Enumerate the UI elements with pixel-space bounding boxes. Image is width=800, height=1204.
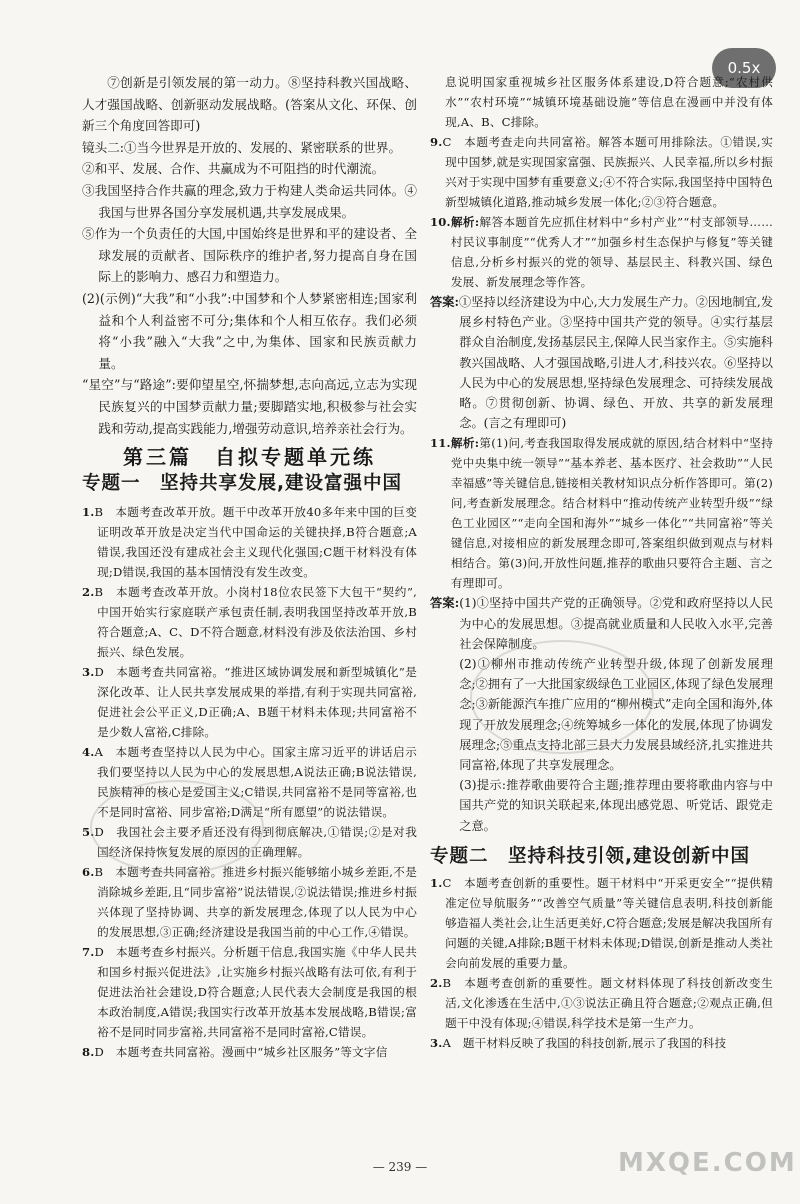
question-answer-text: (3)提示:推荐歌曲要符合主题;推荐理由要将歌曲内容与中国共产党的知识关联起来,体现出感党恩、听党话、跟党走之意。 (459, 778, 773, 833)
answer-paragraph: “星空”与“路途”:要仰望星空,怀揣梦想,志向高远,立志为实现民族复兴的中国梦贡献力量;要脚踏实地,积极参与社会实践和劳动,提高实践能力,增强劳动意识,培养亲社会行为。 (82, 377, 417, 436)
topic-title: 专题二 坚持科技引领,建设创新中国 (430, 845, 751, 867)
watermark-logo: MXQE.COM (618, 1148, 797, 1178)
right-column (430, 72, 773, 1053)
question-analysis: 11.解析:第(1)问,考查我国取得发展成就的原因,结合材料中“坚持党中央集中统一领导”“基本养老、基本医疗、社会救助”“人民幸福感”等关键信息,链接相关教材知识点分析作答即可。第(2)问,考查新发展理念。结合材料中“推动传统产业转型升级”“绿色工业园区”“走向全国和海外”“城乡一体化”“共同富裕”等关键信息,对接相应的新发展理念即可,答案组织做到观点与材料相结合。第(3)问,开放性问题,推荐的歌曲只要符合主题、言之有理即可。 (430, 436, 773, 591)
question-answer: 3.A 题干材料反映了我国的科技创新,展示了我国的科技 (430, 1036, 727, 1051)
playback-speed-badge[interactable]: 0.5x (712, 48, 776, 88)
answer-paragraph: ⑤作为一个负责任的大国,中国始终是世界和平的建设者、全球发展的贡献者、国际秩序的维护者,努力提高自身在国际上的影响力、感召力和塑造力。 (82, 226, 417, 285)
question-answer: 1.B 本题考查改革开放。题干中改革开放40多年来中国的巨变证明改革开放是决定当代中国命运的关键抉择,B符合题意;A错误,我国还没有建成社会主义现代化强国;C题干材料没有体现;D错误,我国的基本国情没有发生改变。 (82, 505, 417, 580)
question-answer-text: 答案:(1)①坚持中国共产党的正确领导。②党和政府坚持以人民为中心的发展思想。③提高就业质量和人民收入水平,完善社会保障制度。 (430, 596, 774, 651)
question-answer: 2.B 本题考查改革开放。小岗村18位农民签下大包干“契约”,中国开始实行家庭联产承包责任制,表明我国坚持改革开放,B符合题意;A、C、D不符合题意,材料没有涉及依法治国、乡村振兴、绿色发展。 (82, 585, 417, 660)
left-column (82, 72, 417, 1062)
topic-title: 专题一 坚持共享发展,建设富强中国 (82, 472, 403, 494)
question-answer: 4.A 本题考查坚持以人民为中心。国家主席习近平的讲话启示我们要坚持以人民为中心的发展思想,A说法正确;B说法错误,民族精神的核心是爱国主义;C错误,共同富裕不是同等富裕,也不是同时富裕、同步富裕;D满足“所有愿望”的说法错误。 (82, 745, 417, 820)
answer-paragraph: 镜头二:①当今世界是开放的、发展的、紧密联系的世界。 (82, 139, 402, 155)
answer-paragraph: (2)(示例)“大我”和“小我”:中国梦和个人梦紧密相连;国家利益和个人利益密不可分;集体和个人相互依存。我们必须将“小我”融入“大我”之中,为集体、国家和民族贡献力量。 (82, 290, 417, 371)
question-answer: 7.D 本题考查乡村振兴。分析题干信息,我国实施《中华人民共和国乡村振兴促进法》,让实施乡村振兴战略有法可依,有利于促进法治社会建设,D符合题意;人民代表大会制度是我国的根本政治制度,A错误;我国实行改革开放基本发展战略,B错误;富裕不是同时同步富裕,共同富裕不是同时富裕,C错误。 (82, 945, 417, 1040)
question-answer-text: 答案:①坚持以经济建设为中心,大力发展生产力。②因地制宜,发展乡村特色产业。③坚持中国共产党的领导。④实行基层群众自治制度,发扬基层民主,保障人民当家作主。⑤实施科教兴国战略、人才强国战略,引进人才,科技兴农。⑥坚持以人民为中心的发展思想,坚持绿色发展理念、可持续发展战略。⑦贯彻创新、协调、绿色、开放、共享的新发展理念。(言之有理即可) (430, 295, 774, 431)
question-answer: 5.D 我国社会主要矛盾还没有得到彻底解决,①错误;②是对我国经济保持恢复发展的原因的正确理解。 (82, 825, 417, 860)
answer-paragraph: ②和平、发展、合作、共赢成为不可阻挡的时代潮流。 (82, 161, 385, 177)
part-title: 第三篇 自拟专题单元练 (123, 445, 376, 470)
question-answer-text: (2)①柳州市推动传统产业转型升级,体现了创新发展理念;②拥有了一大批国家级绿色工业园区,体现了绿色发展理念;③新能源汽车推广应用的“柳州模式”走向全国和海外,体现了开放发展理念;④统筹城乡一体化的发展,体现了协调发展理念;⑤重点支持北部三县大力发展县域经济,扎实推进共同富裕,体现了共享发展理念。 (459, 657, 773, 773)
question-answer: 3.D 本题考查共同富裕。“推进区域协调发展和新型城镇化”是深化改革、让人民共享发展成果的举措,有利于实现共同富裕,促进社会公平正义,D正确;A、B题干材料未体现;共同富裕不是少数人富裕,C排除。 (82, 665, 417, 740)
question-analysis: 10.解析:解答本题首先应抓住材料中“乡村产业”“村支部领导……村民议事制度”“优秀人才”“加强乡村生态保护与修复”等关键信息,分析乡村振兴的党的领导、基层民主、科教兴国、绿色发展、新发展理念等作答。 (430, 215, 773, 289)
question-answer: 6.B 本题考查共同富裕。推进乡村振兴能够缩小城乡差距,不是消除城乡差距,且“同步富裕”说法错误,②说法错误;推进乡村振兴体现了坚持协调、共享的新发展理念,体现了以人民为中心的发展思想,③正确;经济建设是我国当前的中心工作,④错误。 (82, 865, 417, 940)
question-answer: 9.C 本题考查走向共同富裕。解答本题可用排除法。①错误,实现中国梦,就是实现国家富强、民族振兴、人民幸福,所以乡村振兴对于实现中国梦有重要意义;④不符合实际,我国坚持中国特色新型城镇化道路,推动城乡发展一体化;②③符合题意。 (430, 135, 773, 209)
watermark-stamp (90, 780, 264, 874)
watermark-stamp (470, 640, 654, 754)
page-number: — 239 — (372, 1160, 428, 1174)
answer-paragraph: ③我国坚持合作共赢的理念,致力于构建人类命运共同体。④我国与世界各国分享发展机遇,共享发展成果。 (82, 182, 417, 220)
answer-paragraph: ⑦创新是引领发展的第一动力。⑧坚持科教兴国战略、人才强国战略、创新驱动发展战略。(答案从文化、环保、创新三个角度回答即可) (82, 75, 417, 134)
question-answer-continued: 息说明国家重视城乡社区服务体系建设,D符合题意;“农村供水”“农村环境”“城镇环境基础设施”等信息在漫画中并没有体现,A、B、C排除。 (445, 75, 773, 129)
question-answer: 1.C 本题考查创新的重要性。题干材料中“开采更安全”“提供精准定位导航服务”“改善空气质量”等关键信息表明,科技创新能够造福人类社会,让生活更美好,C符合题意;发展是解决我国所有问题的关键,A排除;B题干材料未体现;D错误,创新是推动人类社会向前发展的重要力量。 (430, 876, 773, 971)
question-answer: 2.B 本题考查创新的重要性。题文材料体现了科技创新改变生活,文化渗透在生活中,①③说法正确且符合题意;②观点正确,但题干中没有体现;④错误,科学技术是第一生产力。 (430, 976, 773, 1031)
question-answer: 8.D 本题考查共同富裕。漫画中“城乡社区服务”等文字信 (82, 1045, 388, 1060)
